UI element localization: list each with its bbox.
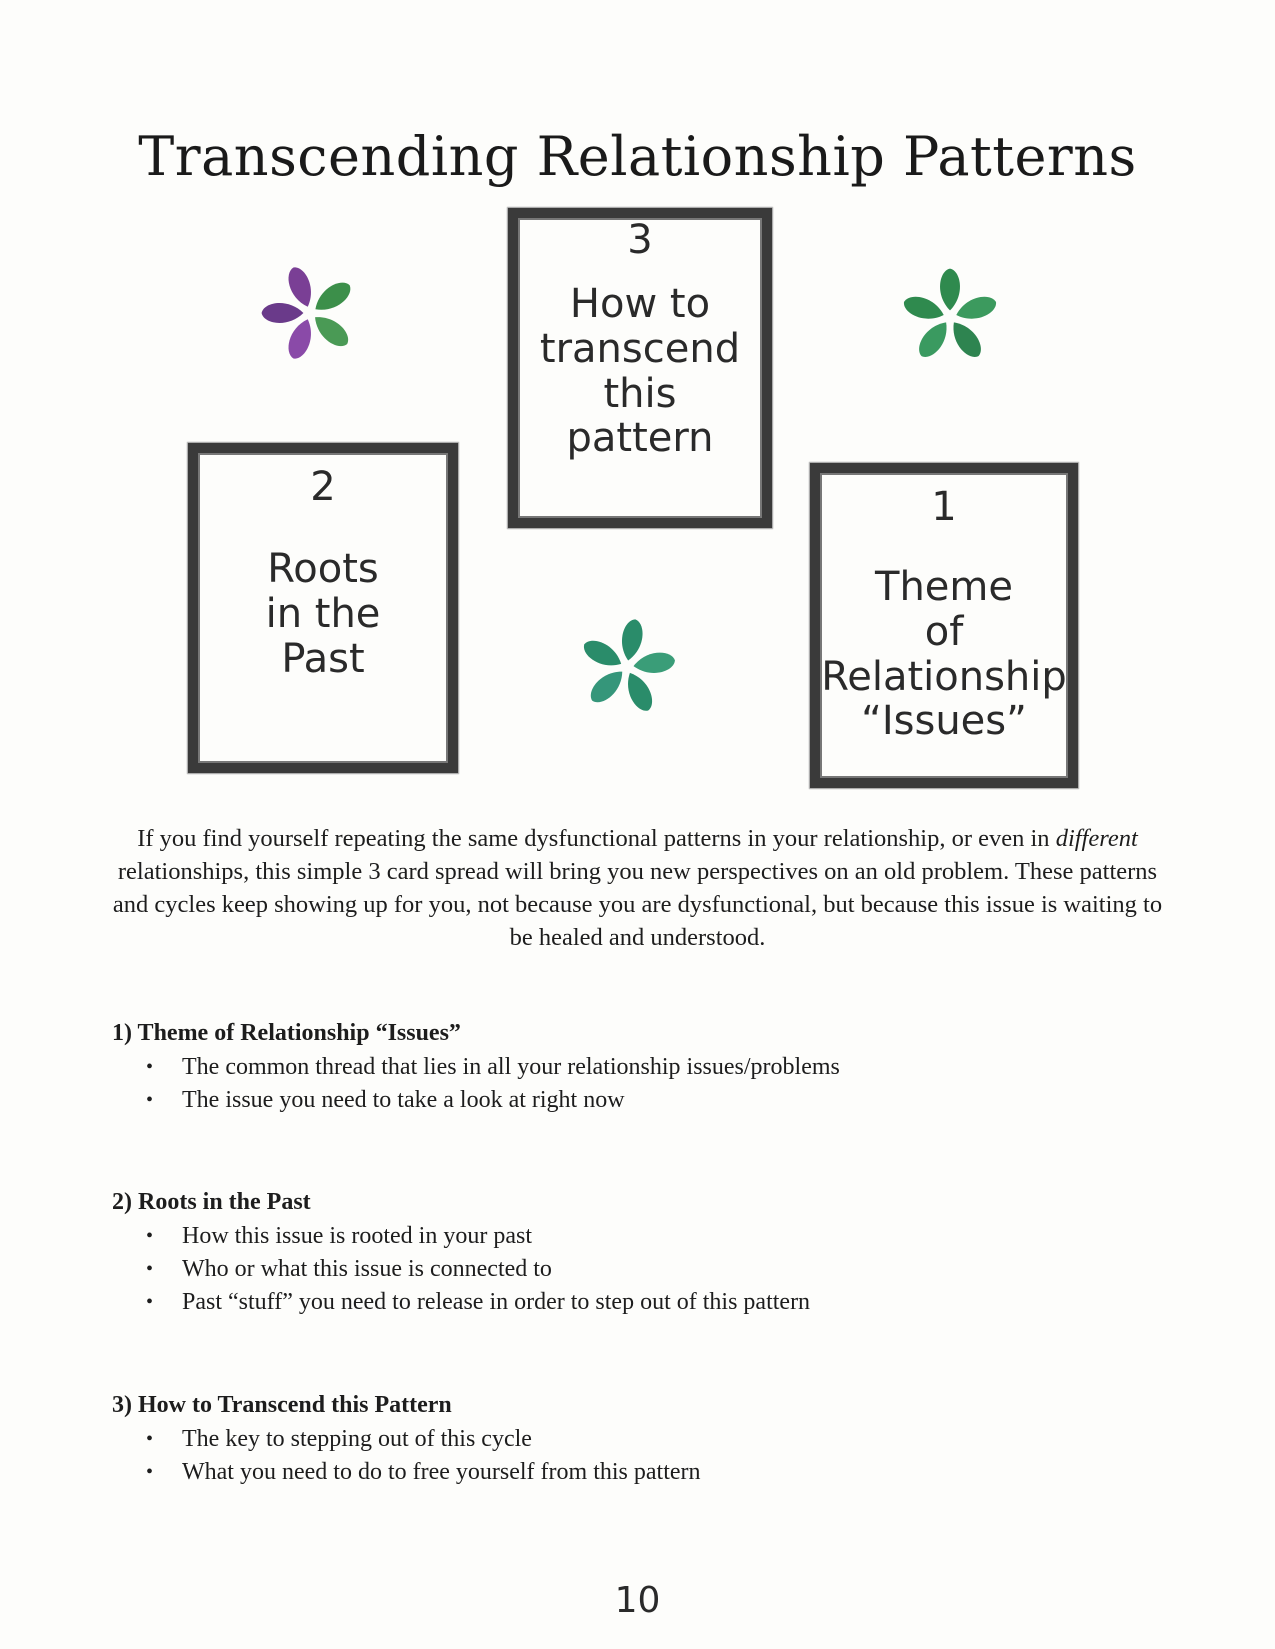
bullet-list [112,1051,1162,1117]
section-transcend [112,1390,1162,1489]
purple-green-flower-icon [255,258,365,368]
list-item: • The key to stepping out of this cycle [182,1423,1162,1456]
card-number: 2 [310,464,336,510]
intro-paragraph [100,822,1175,954]
teal-flower-icon [572,612,682,722]
list-item: • The common thread that lies in all your relationship issues/problems [182,1051,1162,1084]
section-heading: 1) Theme of Relationship “Issues” [112,1020,461,1046]
card-label: Theme of Relationship “Issues” [821,564,1067,745]
list-item: • Past “stuff” you need to release in order to step out of this pattern [182,1286,1162,1319]
intro-text: relationships, this simple 3 card spread will bring you new perspectives on an old problem. These patterns and cycles keep showing up for you, not because you are dysfunctional, but because this issue is waiting to be healed and understood. [112,858,1163,951]
list-item: • Who or what this issue is connected to [182,1253,1162,1286]
section-roots [112,1187,1162,1319]
list-item: • The issue you need to take a look at right now [182,1084,1162,1117]
card-position-2 [188,443,458,773]
list-item: • What you need to do to free yourself from this pattern [182,1456,1162,1489]
bullet-list [112,1423,1162,1489]
section-heading: 3) How to Transcend this Pattern [112,1392,452,1418]
green-flower-icon [895,262,1005,372]
section-heading: 2) Roots in the Past [112,1189,311,1215]
intro-emphasis: different [1055,825,1138,852]
card-position-1 [810,463,1078,788]
card-label: Roots in the Past [265,546,381,682]
list-item: • How this issue is rooted in your past [182,1220,1162,1253]
card-position-3 [508,208,772,528]
card-number: 1 [931,484,957,530]
page-number: 10 [614,1580,661,1621]
bullet-list [112,1220,1162,1319]
card-number: 3 [627,217,653,263]
card-label: How to transcend this pattern [539,281,741,462]
intro-text: If you find yourself repeating the same dysfunctional patterns in your relationship, or even in [137,825,1056,852]
section-theme [112,1018,1162,1117]
page-title: Transcending Relationship Patterns [138,125,1137,188]
